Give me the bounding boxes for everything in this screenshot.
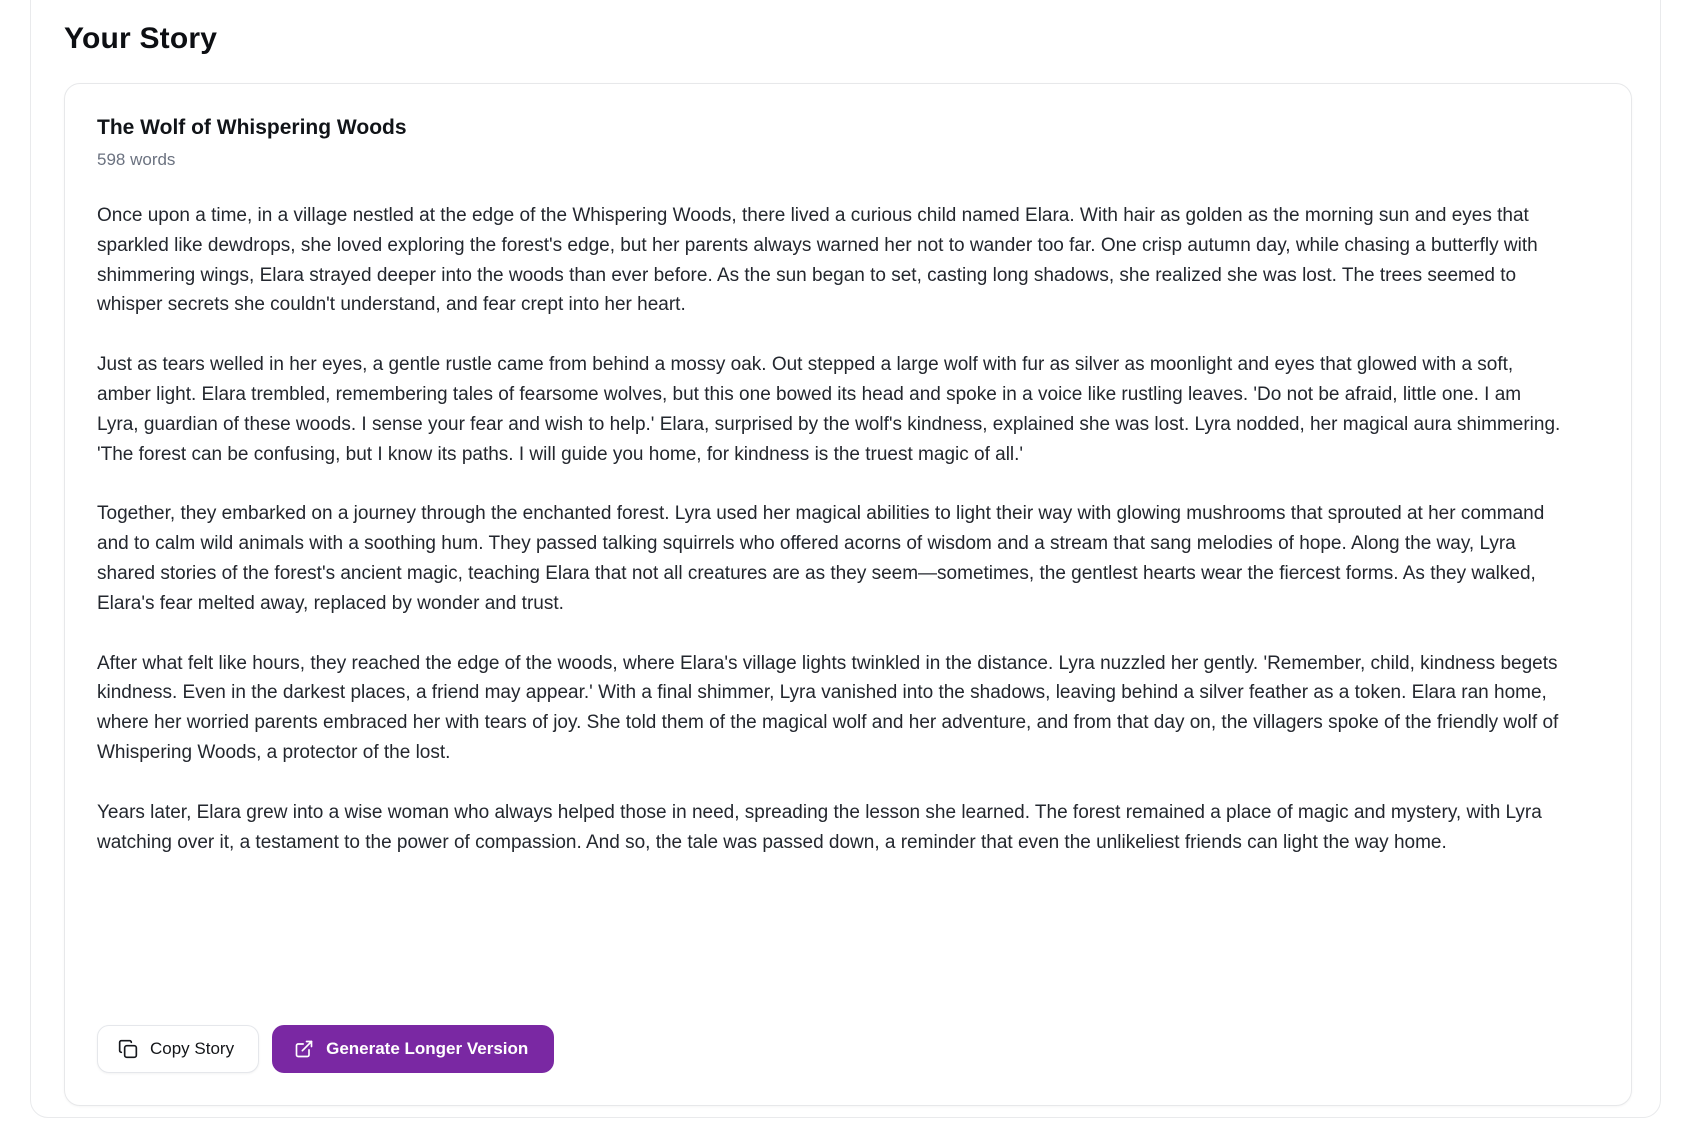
word-count: 598 words <box>97 150 176 169</box>
story-paragraph-4: After what felt like hours, they reached the edge of the woods, where Elara's village lights twinkled in the distance. Lyra nuzzled her gently. 'Remember, child, kindness begets kindness. Even in the darkest places, a friend may appear.' With a final shimmer, Lyra vanished into the shadows, leaving behind a silver feather as a token. Elara ran home, where her worried parents embraced her with tears of joy. She told them of the magical wolf and her adventure, and from that day on, the villagers spoke of the friendly wolf of Whispering Woods, a protector of the lost. <box>97 652 1559 763</box>
page-title: Your Story <box>64 22 218 55</box>
copy-icon <box>118 1039 138 1059</box>
story-paragraph-3: Together, they embarked on a journey through the enchanted forest. Lyra used her magical abilities to light their way with glowing mushrooms that sprouted at her command and to calm wild animals with a soothing hum. They passed talking squirrels who offered acorns of wisdom and a stream that sang melodies of hope. Along the way, Lyra shared stories of the forest's ancient magic, teaching Elara that not all creatures are as they seem—sometimes, the gentlest hearts wear the fiercest forms. As they walked, Elara's fear melted away, replaced by wonder and trust. <box>97 503 1545 614</box>
generate-longer-version-label: Generate Longer Version <box>326 1039 529 1058</box>
story-paragraph-1: Once upon a time, in a village nestled at the edge of the Whispering Woods, there lived a curious child named Elara. With hair as golden as the morning sun and eyes that sparkled like dewdrops, she loved exploring the forest's edge, but her parents always warned her not to wander too far. One crisp autumn day, while chasing a butterfly with shimmering wings, Elara strayed deeper into the woods than ever before. As the sun began to set, casting long shadows, she realized she was lost. The trees seemed to whisper secrets she couldn't understand, and fear crept into her heart. <box>97 205 1538 316</box>
external-link-icon <box>294 1039 314 1059</box>
story-card <box>64 83 1632 1106</box>
generate-longer-version-button[interactable] <box>272 1025 554 1073</box>
content-panel <box>30 0 1661 1118</box>
copy-story-label: Copy Story <box>150 1039 235 1058</box>
copy-story-button[interactable] <box>97 1025 259 1073</box>
story-actions <box>97 991 1599 1073</box>
story-paragraph-2: Just as tears welled in her eyes, a gentle rustle came from behind a mossy oak. Out stepped a large wolf with fur as silver as moonlight and eyes that glowed with a soft, amber light. Elara trembled, remembering tales of fearsome wolves, but this one bowed its head and spoke in a voice like rustling leaves. 'Do not be afraid, little one. I am Lyra, guardian of these woods. I sense your fear and wish to help.' Elara, surprised by the wolf's kindness, explained she was lost. Lyra nodded, her magical aura shimmering. 'The forest can be confusing, but I know its paths. I will guide you home, for kindness is the truest magic of all.' <box>97 354 1561 465</box>
story-title: The Wolf of Whispering Woods <box>97 116 407 139</box>
story-paragraph-5: Years later, Elara grew into a wise woman who always helped those in need, spreading the lesson she learned. The forest remained a place of magic and mystery, with Lyra watching over it, a testament to the power of compassion. And so, the tale was passed down, a reminder that even the unlikeliest friends can light the way home. <box>97 801 1542 853</box>
